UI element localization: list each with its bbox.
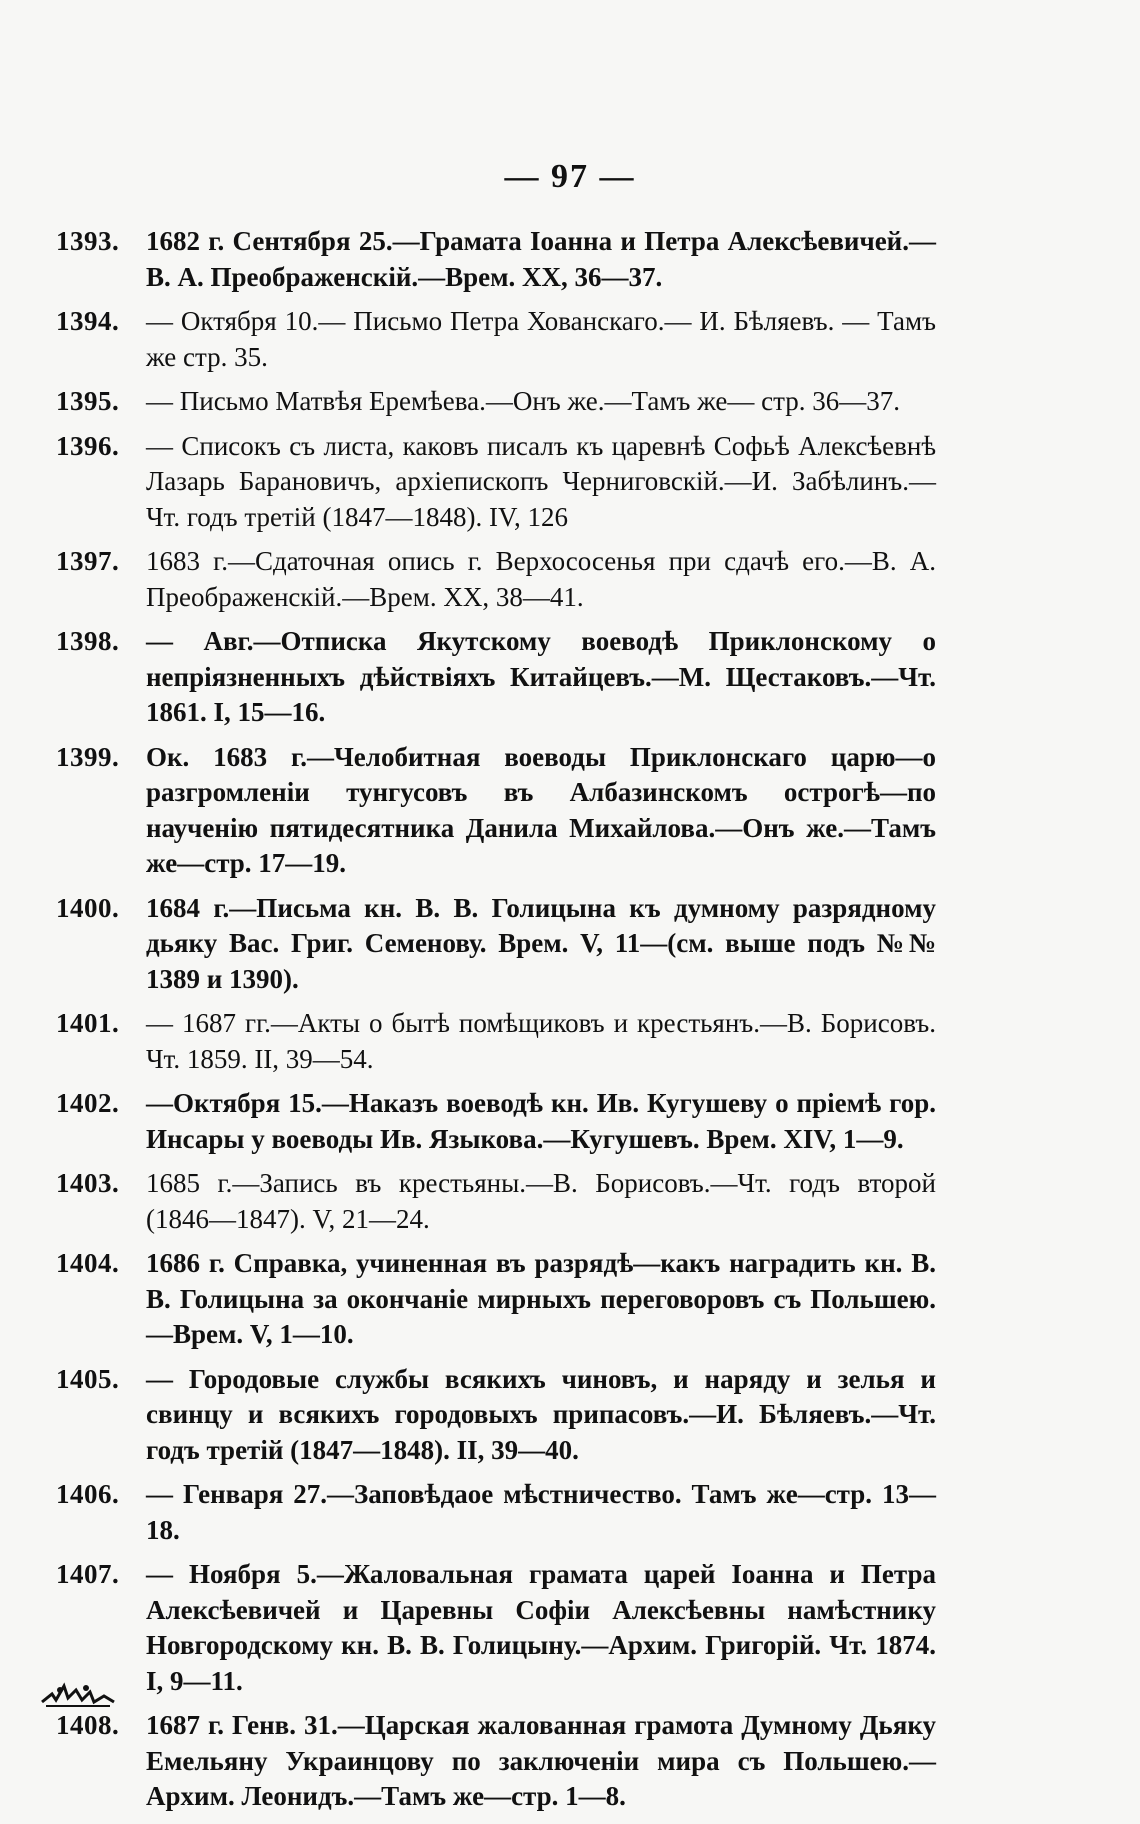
page-number: — 97 — [504,158,636,195]
entry-text: —Октября 15.—Наказъ воеводѣ кн. Ив. Кугушеву о пріемѣ гор. Инсары у воеводы Ив. Языкова.—Кугушевъ. Врем. XIV, 1—9. [146,1088,936,1154]
entry-text: 1685 г.—Запись въ крестьяны.—В. Борисовъ.—Чт. годъ второй (1846—1847). V, 21—24. [146,1168,936,1234]
entry-number: 1404. [56,1248,120,1278]
entry-number: 1408. [56,1710,120,1740]
list-item [56,224,936,295]
entry-number: 1405. [56,1363,120,1394]
list-item [56,1006,936,1077]
entry-number: 1399. [56,741,120,772]
entry-number: 1406. [56,1479,120,1509]
entry-text: Ок. 1683 г.—Челобитная воеводы Приклонскаго царю—о разгромленіи тунгусовъ въ Албазинскомъ острогѣ—по наученію пятидесятника Данила Михайлова.—Онъ же.—Тамъ же—стр. 17—19. [146,741,936,878]
entry-number: 1402. [56,1088,120,1118]
list-item [56,1246,936,1353]
entry-number: 1401. [56,1008,120,1038]
list-item [56,384,936,420]
list-item [56,1708,936,1815]
entry-text: 1682 г. Сентября 25.—Грамата Іоанна и Петра Алексѣевичей.—В. А. Преображенскій.—Врем. XX, 36—37. [146,226,936,292]
entry-number: 1393. [56,226,120,256]
entry-text: — Октября 10.— Письмо Петра Хованскаго.— И. Бѣляевъ. — Тамъ же стр. 35. [146,306,936,372]
list-item [56,1557,936,1699]
entry-text: 1687 г. Генв. 31.—Царская жалованная грамота Думному Дьяку Емельяну Украинцову по заключеніи мира съ Польшею.—Архим. Леонидъ.—Тамъ же—стр. 1—8. [146,1710,936,1811]
entry-text: 1686 г. Справка, учиненная въ разрядѣ—какъ наградить кн. В. В. Голицына за окончаніе мирныхъ переговоровъ съ Польшею.—Врем. V, 1—10. [146,1248,936,1349]
entry-list [56,224,936,1824]
list-item [56,740,936,882]
list-item [56,1477,936,1548]
list-item [56,891,936,998]
entry-number: 1407. [56,1559,120,1589]
list-item [56,1166,936,1237]
entry-text: — Списокъ съ листа, каковъ писалъ къ царевнѣ Софьѣ Алексѣевнѣ Лазарь Барановичъ, архіепископъ Черниговскій.—И. Забѣлинъ.—Чт. годъ третій (1847—1848). IV, 126 [146,430,936,532]
entry-number: 1395. [56,386,120,416]
list-item [56,544,936,615]
entry-number: 1396. [56,430,120,461]
entry-text: — Письмо Матвѣя Еремѣева.—Онъ же.—Тамъ же— стр. 36—37. [146,386,901,416]
entry-text: 1683 г.—Сдаточная опись г. Верхососенья при сдачѣ его.—В. А. Преображенскій.—Врем. XX, 38—41. [146,546,936,612]
list-item [56,304,936,375]
library-stamp-mark [38,1672,118,1712]
entry-number: 1400. [56,892,120,923]
entry-number: 1394. [56,306,120,336]
entry-text: — Авг.—Отписка Якутскому воеводѣ Приклонскому о непріязненныхъ дѣйствіяхъ Китайцевъ.—М. Щестаковъ.—Чт. 1861. I, 15—16. [146,626,936,727]
entry-text: — Городовые службы всякихъ чиновъ, и наряду и зелья и свинцу и всякихъ городовыхъ припасовъ.—И. Бѣляевъ.—Чт. годъ третій (1847—1848). II, 39—40. [146,1363,936,1465]
entry-number: 1398. [56,626,120,656]
entry-number: 1403. [56,1168,120,1198]
list-item [56,624,936,731]
list-item [56,1086,936,1157]
entry-text: — Генваря 27.—Заповѣдаое мѣстничество. Тамъ же—стр. 13—18. [146,1479,936,1545]
entry-number: 1397. [56,546,120,576]
entry-text: — 1687 гг.—Акты о бытѣ помѣщиковъ и крестьянъ.—В. Борисовъ. Чт. 1859. II, 39—54. [146,1008,936,1074]
entry-text: 1684 г.—Письма кн. В. В. Голицына къ думному разрядному дьяку Вас. Григ. Семенову. Врем. V, 11—(см. выше подъ №№ 1389 и 1390). [146,892,936,994]
entry-text: — Ноября 5.—Жаловальная грамата царей Іоанна и Петра Алексѣевичей и Царевны Софіи Алексѣевны намѣстнику Новгородскому кн. В. В. Голицыну.—Архим. Григорій. Чт. 1874. I, 9—11. [146,1559,936,1696]
list-item [56,429,936,536]
list-item [56,1362,936,1469]
